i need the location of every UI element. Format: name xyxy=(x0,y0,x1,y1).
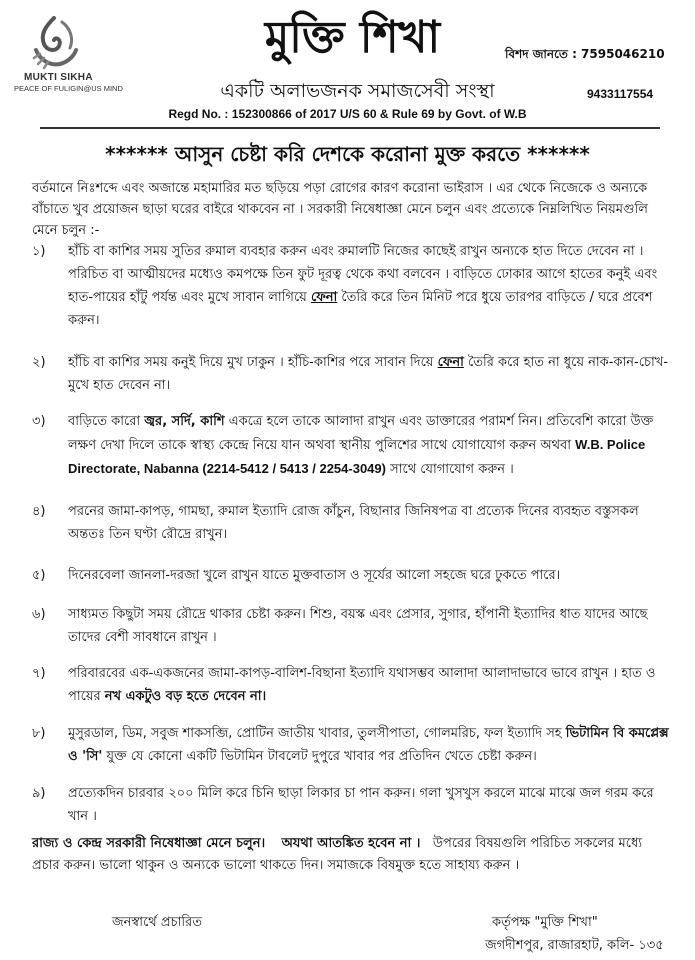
item-number: ২) xyxy=(32,355,46,370)
item-text: পরিবারবের এক-একজনের জামা-কাপড়-বালিশ-বিছানা ইত্যাদি যথাসম্ভব আলাদা আলাদাভাবে ভাবে রাখুন । হাত ও পায়ের xyxy=(68,666,656,704)
item-text: পরনের জামা-কাপড়, গামছা, রুমাল ইত্যাদি রোজ কাঁচুন, বিছানার জিনিষপত্র বা প্রত্যেক দিনের ব্যবহৃত বস্তুসকল অন্ততঃ তিন ঘণ্টা রৌদ্রে রাখুন। xyxy=(68,504,639,542)
item-number: ৬) xyxy=(32,607,46,622)
item-emphasis: ফেনা xyxy=(310,290,338,305)
item-text: সাথে যোগাযোগ করুন । xyxy=(390,462,514,477)
org-subtitle: একটি অলাভজনক সমাজসেবী সংস্থা xyxy=(220,80,495,102)
list-item xyxy=(32,351,676,397)
item-text: মুসুরডাল, ডিম, সবুজ শাকসব্জি, প্রোটিন জাতীয় খাবার, তুলসীপাতা, গোলমরিচ, ফল ইত্যাদি সহ xyxy=(68,726,562,741)
item-emphasis: নখ একটুও বড় হতে দেবেন না। xyxy=(104,689,267,704)
list-item xyxy=(32,603,676,649)
item-number: ১) xyxy=(32,244,46,259)
campaign-banner: ****** আসুন চেষ্টা করি দেশকে করোনা মুক্ত করতে ****** xyxy=(105,142,590,166)
closing-bold-directive: রাজ্য ও কেন্দ্র সরকারী নিষেধাজ্ঞা মেনে চলুন। xyxy=(32,836,266,851)
list-item xyxy=(32,662,676,708)
item-text: বাড়িতে কারো xyxy=(68,414,141,429)
item-text: তৈরি করে হাত না ধুয়ে নাক-কান-চোখ-মুখে হাত দেবেন না। xyxy=(68,355,669,393)
item-number: ৪) xyxy=(32,504,46,519)
org-title: মুক্তি শিখা xyxy=(264,12,441,63)
footer-published-note: জনস্বার্থে প্রচারিত xyxy=(112,915,202,930)
list-item xyxy=(32,782,676,828)
header-divider xyxy=(40,127,660,129)
item-number: ৩) xyxy=(32,414,46,429)
item-text: হাঁচি বা কাশির সময় সুতির রুমাল ব্যবহার করুন এবং রুমালটি নিজের কাছেই রাখুন অন্যকে হাত দিতে দেবেন না । পরিচিত বা আত্মীয়দের মধ্যেও কমপক্ষে তিন ফুট দূরত্ব থেকে কথা বলবেন । বাড়িতে ঢোকার আগে হাতের কনুই এবং হাত-পায়ের হাঁটু পর্যন্ত এবং মুখে সাবান লাগিয়ে xyxy=(68,244,658,305)
contact-phone: 9433117554 xyxy=(587,87,654,101)
item-number: ৯) xyxy=(32,786,46,801)
item-text: হাঁচি বা কাশির সময় কনুই দিয়ে মুখ ঢাকুন । হাঁচি-কাশির পরে সাবান দিয়ে xyxy=(68,355,434,370)
list-item xyxy=(32,410,676,481)
contact-details: বিশদ জানতে : 7595046210 xyxy=(505,47,665,61)
registration-number: Regd No. : 152300866 of 2017 U/S 60 & Rule 69 by Govt. of W.B xyxy=(168,107,527,121)
closing-bold-nopanic: অযথা আতঙ্কিত হবেন না । xyxy=(281,836,421,851)
list-item xyxy=(32,240,676,332)
closing-paragraph xyxy=(32,833,672,877)
item-number: ৮) xyxy=(32,726,46,741)
footer-address: জগদীশপুর, রাজারহাট, কলি- ১৩৫ xyxy=(485,938,664,953)
list-item xyxy=(32,722,676,768)
item-emphasis: ভিটামিন বি কমপ্লেক্স ও 'সি' xyxy=(68,726,669,764)
footer-authority: কর্তৃপক্ষ "মুক্তি শিখা" xyxy=(492,915,598,930)
item-number: ৭) xyxy=(32,666,46,681)
item-text: যুক্ত যে কোনো একটি ভিটামিন টাবলেট দুপুরে খাবার পর প্রতিদিন খেতে চেষ্টা করুন। xyxy=(106,749,537,764)
police-contact: W.B. Police Directorate, Nabanna (2214-5412 / 5413 / 2254-3049) xyxy=(68,437,646,476)
closing-text: উপরের বিষয়গুলি পরিচিত সকলের মধ্যে প্রচার করুন। ভালো থাকুন ও অন্যকে ভালো থাকতে দিন। সমাজকে বিষমুক্ত হতে সাহায্য করুন । xyxy=(32,836,643,873)
item-text: দিনেরবেলা জানলা-দরজা খুলে রাখুন যাতে মুক্তবাতাস ও সূর্যের আলো সহজে ঘরে ঢুকতে পারে। xyxy=(68,568,561,583)
item-text: তৈরি করে তিন মিনিট পরে ধুয়ে তারপর বাড়িতে / ঘরে প্রবেশ করুন। xyxy=(68,290,653,328)
item-text: প্রত্যেকদিন চারবার ২০০ মিলি করে চিনি ছাড়া লিকার চা পান করুন। গলা খুসখুস করলে মাঝে মাঝে জল গরম করে খান । xyxy=(68,786,654,824)
item-number: ৫) xyxy=(32,568,46,583)
logo-tagline: PEACE OF FULIGIN@US MIND xyxy=(14,84,123,93)
item-emphasis: জ্বর, সর্দি, কাশি xyxy=(144,414,225,429)
list-item xyxy=(32,564,676,587)
list-item xyxy=(32,500,676,546)
item-emphasis: ফেনা xyxy=(437,355,464,370)
item-text: সাধ্যমত কিছুটা সময় রৌদ্রে থাকার চেষ্টা করুন। শিশু, বয়স্ক এবং প্রেসার, সুগার, হাঁপানী ইত্যাদির ধাত যাদের আছে তাদের বেশী সাবধানে রাখুন । xyxy=(68,607,648,645)
intro-paragraph: বর্তমানে নিঃশব্দে এবং অজান্তে মহামারির মত ছড়িয়ে পড়া রোগের কারণ করোনা ভাইরাস । এর থেকে নিজেকে ও অন্যকে বাঁচাতে খুব প্রয়োজন ছাড়া ঘরের বাইরে থাকবেন না । সরকারী নিষেধাজ্ঞা মেনে চলুন এবং প্রত্যেকে নিম্নলিখিত নিয়মগুলি মেনে চলুন :- xyxy=(32,181,648,238)
logo-name: MUKTI SIKHA xyxy=(24,72,93,83)
item-text: একত্রে হলে তাকে আলাদা রাখুন এবং ডাক্তারের পরামর্শ নিন। প্রতিবেশি কারো উক্ত লক্ষণ দেখা দিলে তাকে স্বাস্থ্য কেন্দ্রে নিয়ে যান অথবা স্থানীয় পুলিশের সাথে যোগাযোগ করুন অথবা xyxy=(68,414,654,453)
